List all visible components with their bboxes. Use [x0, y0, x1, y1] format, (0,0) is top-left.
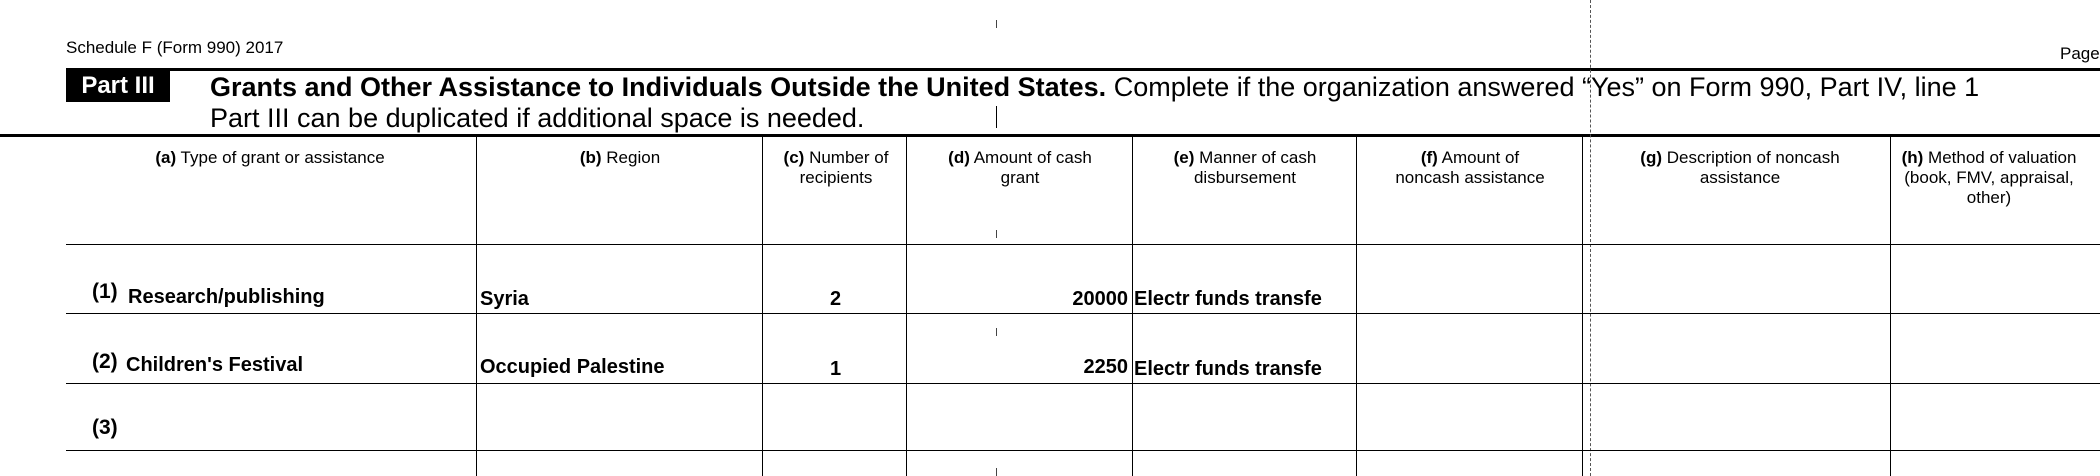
- row-1-manner: Electr funds transfe: [1134, 288, 1322, 310]
- part-badge: Part III: [66, 70, 170, 102]
- row-3-number: (3): [92, 416, 118, 439]
- scan-mark: [996, 106, 997, 128]
- part-title-rest: Complete if the organization answered “Yes” on Form 990, Part IV, line 1: [1113, 72, 1980, 102]
- scan-mark: [996, 230, 997, 238]
- part-subtitle: Part III can be duplicated if additional space is needed.: [210, 103, 865, 133]
- col-divider-b-c: [762, 136, 763, 476]
- row-1-region: Syria: [480, 288, 529, 310]
- col-header-a: (a) Type of grant or assistance: [155, 148, 385, 167]
- row-2-recipients: 1: [830, 358, 842, 380]
- row-2-rule: [66, 383, 2100, 384]
- col-header-c: (c) Number of recipients: [783, 148, 889, 187]
- table-top-rule: [0, 134, 2100, 137]
- row-1-number: (1): [92, 280, 118, 303]
- schedule-header: Schedule F (Form 990) 2017: [66, 38, 284, 57]
- part-title-bold: Grants and Other Assistance to Individuals Outside the United States.: [210, 72, 1107, 102]
- scan-mark: [996, 328, 997, 336]
- row-1-recipients: 2: [830, 288, 842, 310]
- col-divider-g-h: [1890, 136, 1891, 476]
- col-divider-c-d: [906, 136, 907, 476]
- row-2-type: Children's Festival: [126, 354, 304, 376]
- scan-dash-line: [1590, 0, 1591, 476]
- col-divider-d-e: [1132, 136, 1133, 476]
- col-header-g: (g) Description of noncash assistance: [1640, 148, 1840, 187]
- row-2-number: (2): [92, 350, 118, 373]
- page-label: Page: [2060, 44, 2100, 63]
- col-header-e: (e) Manner of cash disbursement: [1173, 148, 1317, 187]
- col-header-b: (b) Region: [579, 148, 661, 167]
- row-2-manner: Electr funds transfe: [1134, 358, 1322, 380]
- row-1-rule: [66, 313, 2100, 314]
- scan-mark: [996, 468, 997, 476]
- row-3-rule: [66, 450, 2100, 451]
- row-2-cash: 2250: [1083, 356, 1128, 378]
- col-header-h: (h) Method of valuation (book, FMV, appraisal, other): [1901, 148, 2077, 207]
- scan-mark: [996, 20, 997, 28]
- col-header-f: (f) Amount of noncash assistance: [1395, 148, 1545, 187]
- row-2-region: Occupied Palestine: [480, 356, 665, 378]
- top-rule: [66, 68, 2100, 71]
- col-divider-a-b: [476, 136, 477, 476]
- header-bottom-rule: [66, 244, 2100, 245]
- part-title: [210, 72, 1979, 103]
- col-divider-e-f: [1356, 136, 1357, 476]
- col-divider-f-g: [1582, 136, 1583, 476]
- row-1-type: Research/publishing: [128, 286, 325, 308]
- row-1-cash: 20000: [1072, 288, 1128, 310]
- col-header-d: (d) Amount of cash grant: [948, 148, 1092, 187]
